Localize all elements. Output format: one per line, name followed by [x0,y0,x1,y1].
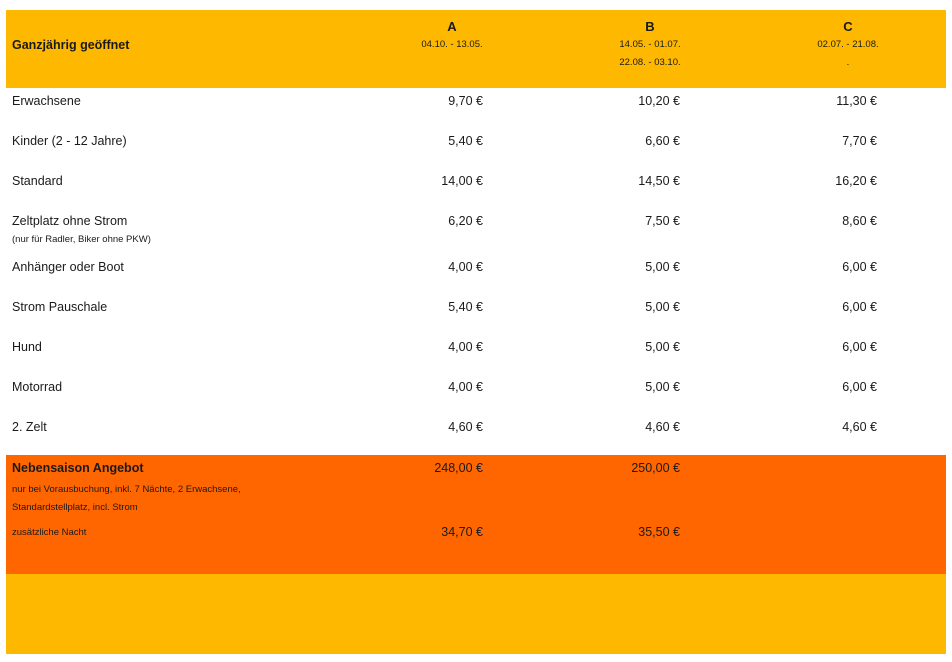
table-row [6,208,946,254]
column-b-header [570,18,730,72]
price-b: 4,60 € [645,420,680,434]
price-a: 4,00 € [448,260,483,274]
table-row [6,294,946,334]
extra-night-price-a: 34,70 € [441,525,483,539]
price-c: 6,00 € [842,380,877,394]
price-a: 4,00 € [448,340,483,354]
row-label: Strom Pauschale [12,300,108,314]
column-a-dates: 04.10. - 13.05. [421,39,483,50]
price-a: 4,60 € [448,420,483,434]
table-row [6,414,946,454]
price-c: 6,00 € [842,300,877,314]
table-row [6,128,946,168]
extra-night-price-b: 35,50 € [638,525,680,539]
row-label: Zeltplatz ohne Strom [12,214,128,228]
offer-note [12,481,312,517]
table-title: Ganzjährig geöffnet [12,38,130,52]
price-b: 5,00 € [645,300,680,314]
price-table [6,10,946,654]
table-header [6,10,946,88]
row-label: Standard [12,174,63,188]
row-sublabel: (nur für Radler, Biker ohne PKW) [12,234,151,245]
extra-night-label: zusätzliche Nacht [12,527,87,538]
price-c: 7,70 € [842,134,877,148]
offer-price-a: 248,00 € [434,461,483,475]
row-label: Kinder (2 - 12 Jahre) [12,134,127,148]
column-a-header [372,18,532,54]
price-c: 16,20 € [835,174,877,188]
price-c: 8,60 € [842,214,877,228]
offer-note-line-1: nur bei Vorausbuchung, inkl. 7 Nächte, 2 Erwachsene, [12,484,241,495]
price-a: 5,40 € [448,300,483,314]
row-label: Hund [12,340,42,354]
price-b: 10,20 € [638,94,680,108]
table-row [6,374,946,414]
price-a: 4,00 € [448,380,483,394]
price-a: 14,00 € [441,174,483,188]
row-label: Motorrad [12,380,63,394]
price-c: 11,30 € [836,94,877,108]
offer-note-line-2: Standardstellplatz, incl. Strom [12,502,138,513]
price-b: 5,00 € [645,260,680,274]
table-row [6,334,946,374]
table-body [6,88,946,454]
column-a-letter: A [447,19,457,34]
price-c: 6,00 € [842,260,877,274]
table-row [6,168,946,208]
price-c: 6,00 € [842,340,877,354]
column-c-dates-1: 02.07. - 21.08. [817,39,879,50]
offer-section [6,455,946,574]
table-footer [6,574,946,654]
price-b: 5,00 € [645,380,680,394]
price-a: 9,70 € [448,94,483,108]
row-label: 2. Zelt [12,420,47,434]
price-a: 6,20 € [448,214,483,228]
column-c-header [768,18,928,72]
offer-price-b: 250,00 € [631,461,680,475]
price-a: 5,40 € [448,134,483,148]
row-label: Erwachsene [12,94,81,108]
column-c-dates-2: . [846,57,850,68]
column-c-letter: C [843,19,853,34]
table-row [6,88,946,128]
table-row [6,254,946,294]
price-b: 5,00 € [645,340,680,354]
row-label: Anhänger oder Boot [12,260,124,274]
column-b-dates-2: 22.08. - 03.10. [619,57,681,68]
offer-title: Nebensaison Angebot [12,461,144,475]
column-b-dates-1: 14.05. - 01.07. [619,39,681,50]
price-c: 4,60 € [842,420,877,434]
price-b: 14,50 € [638,174,680,188]
price-b: 6,60 € [645,134,680,148]
column-b-letter: B [645,19,655,34]
price-b: 7,50 € [645,214,680,228]
